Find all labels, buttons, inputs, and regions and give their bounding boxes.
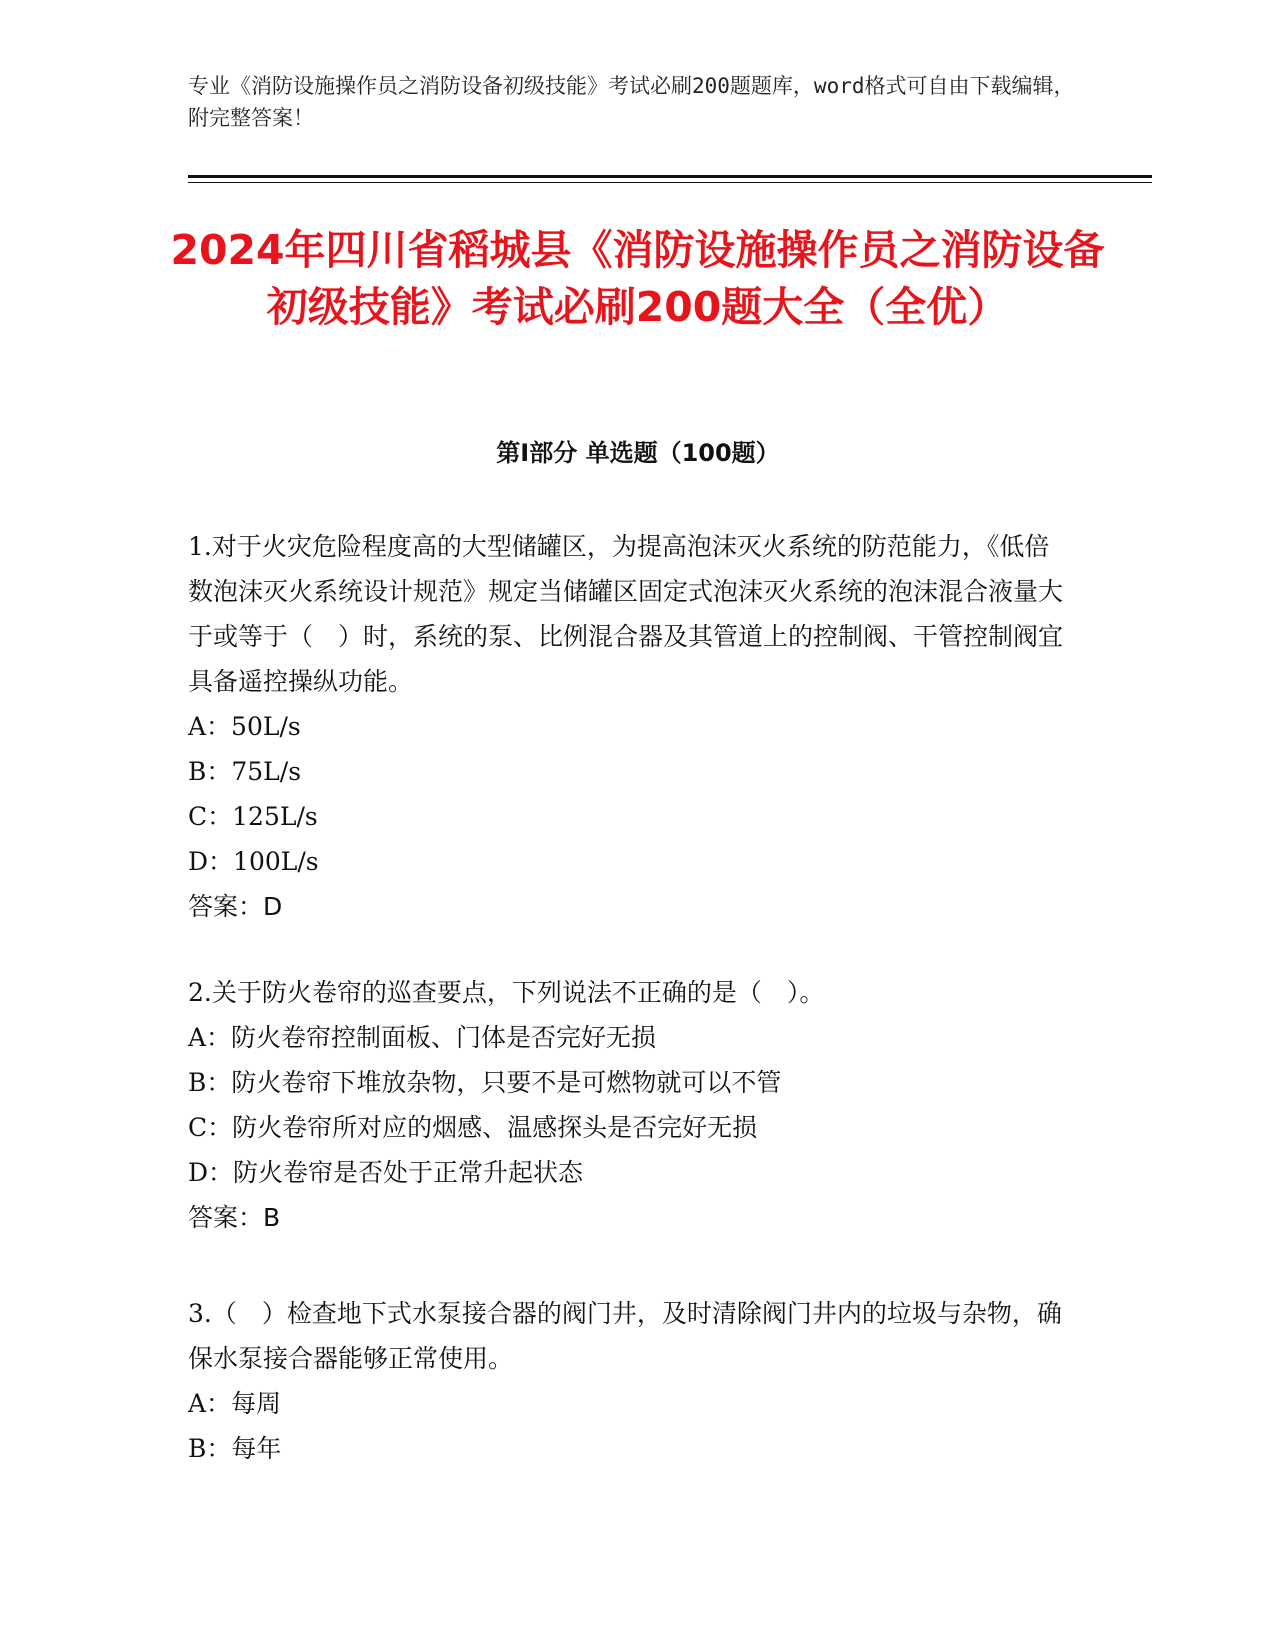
option-a: A：50L/s bbox=[188, 712, 301, 741]
answer: 答案：B bbox=[188, 1203, 281, 1232]
question-stem: 3.（ ）检查地下式水泵接合器的阀门井，及时清除阀门井内的垃圾与杂物，确保水泵接合器能够正常使用。 bbox=[188, 1299, 1062, 1373]
question-2 bbox=[188, 970, 1068, 1241]
option-a: A：每周 bbox=[188, 1389, 282, 1418]
question-1 bbox=[188, 524, 1068, 930]
option-d: D：防火卷帘是否处于正常升起状态 bbox=[188, 1158, 584, 1187]
answer: 答案：D bbox=[188, 892, 283, 921]
option-c: C：125L/s bbox=[188, 802, 318, 831]
header-divider-thin bbox=[188, 182, 1152, 183]
option-b: B：防火卷帘下堆放杂物，只要不是可燃物就可以不管 bbox=[188, 1068, 782, 1097]
option-b: B：75L/s bbox=[188, 757, 302, 786]
document-title: 2024年四川省稻城县《消防设施操作员之消防设备初级技能》考试必刷200题大全（全优） bbox=[170, 226, 1105, 331]
question-stem: 1.对于火灾危险程度高的大型储罐区，为提高泡沫灭火系统的防范能力，《低倍数泡沫灭火系统设计规范》规定当储罐区固定式泡沫灭火系统的泡沫混合液量大于或等于（ ）时，系统的泵、比例混合器及其管道上的控制阀、干管控制阀宜具备遥控操纵功能。 bbox=[188, 532, 1064, 696]
question-stem: 2.关于防火卷帘的巡查要点，下列说法不正确的是（ ）。 bbox=[188, 978, 825, 1007]
option-d: D：100L/s bbox=[188, 847, 319, 876]
option-c: C：防火卷帘所对应的烟感、温感探头是否完好无损 bbox=[188, 1113, 758, 1142]
section-heading: 第I部分 单选题（100题） bbox=[496, 439, 780, 467]
option-a: A：防火卷帘控制面板、门体是否完好无损 bbox=[188, 1023, 657, 1052]
question-3 bbox=[188, 1291, 1068, 1471]
header-note: 专业《消防设施操作员之消防设备初级技能》考试必刷200题题库，word格式可自由下载编辑，附完整答案！ bbox=[188, 74, 1075, 130]
header-divider-thick bbox=[188, 175, 1152, 178]
option-b: B：每年 bbox=[188, 1434, 282, 1463]
